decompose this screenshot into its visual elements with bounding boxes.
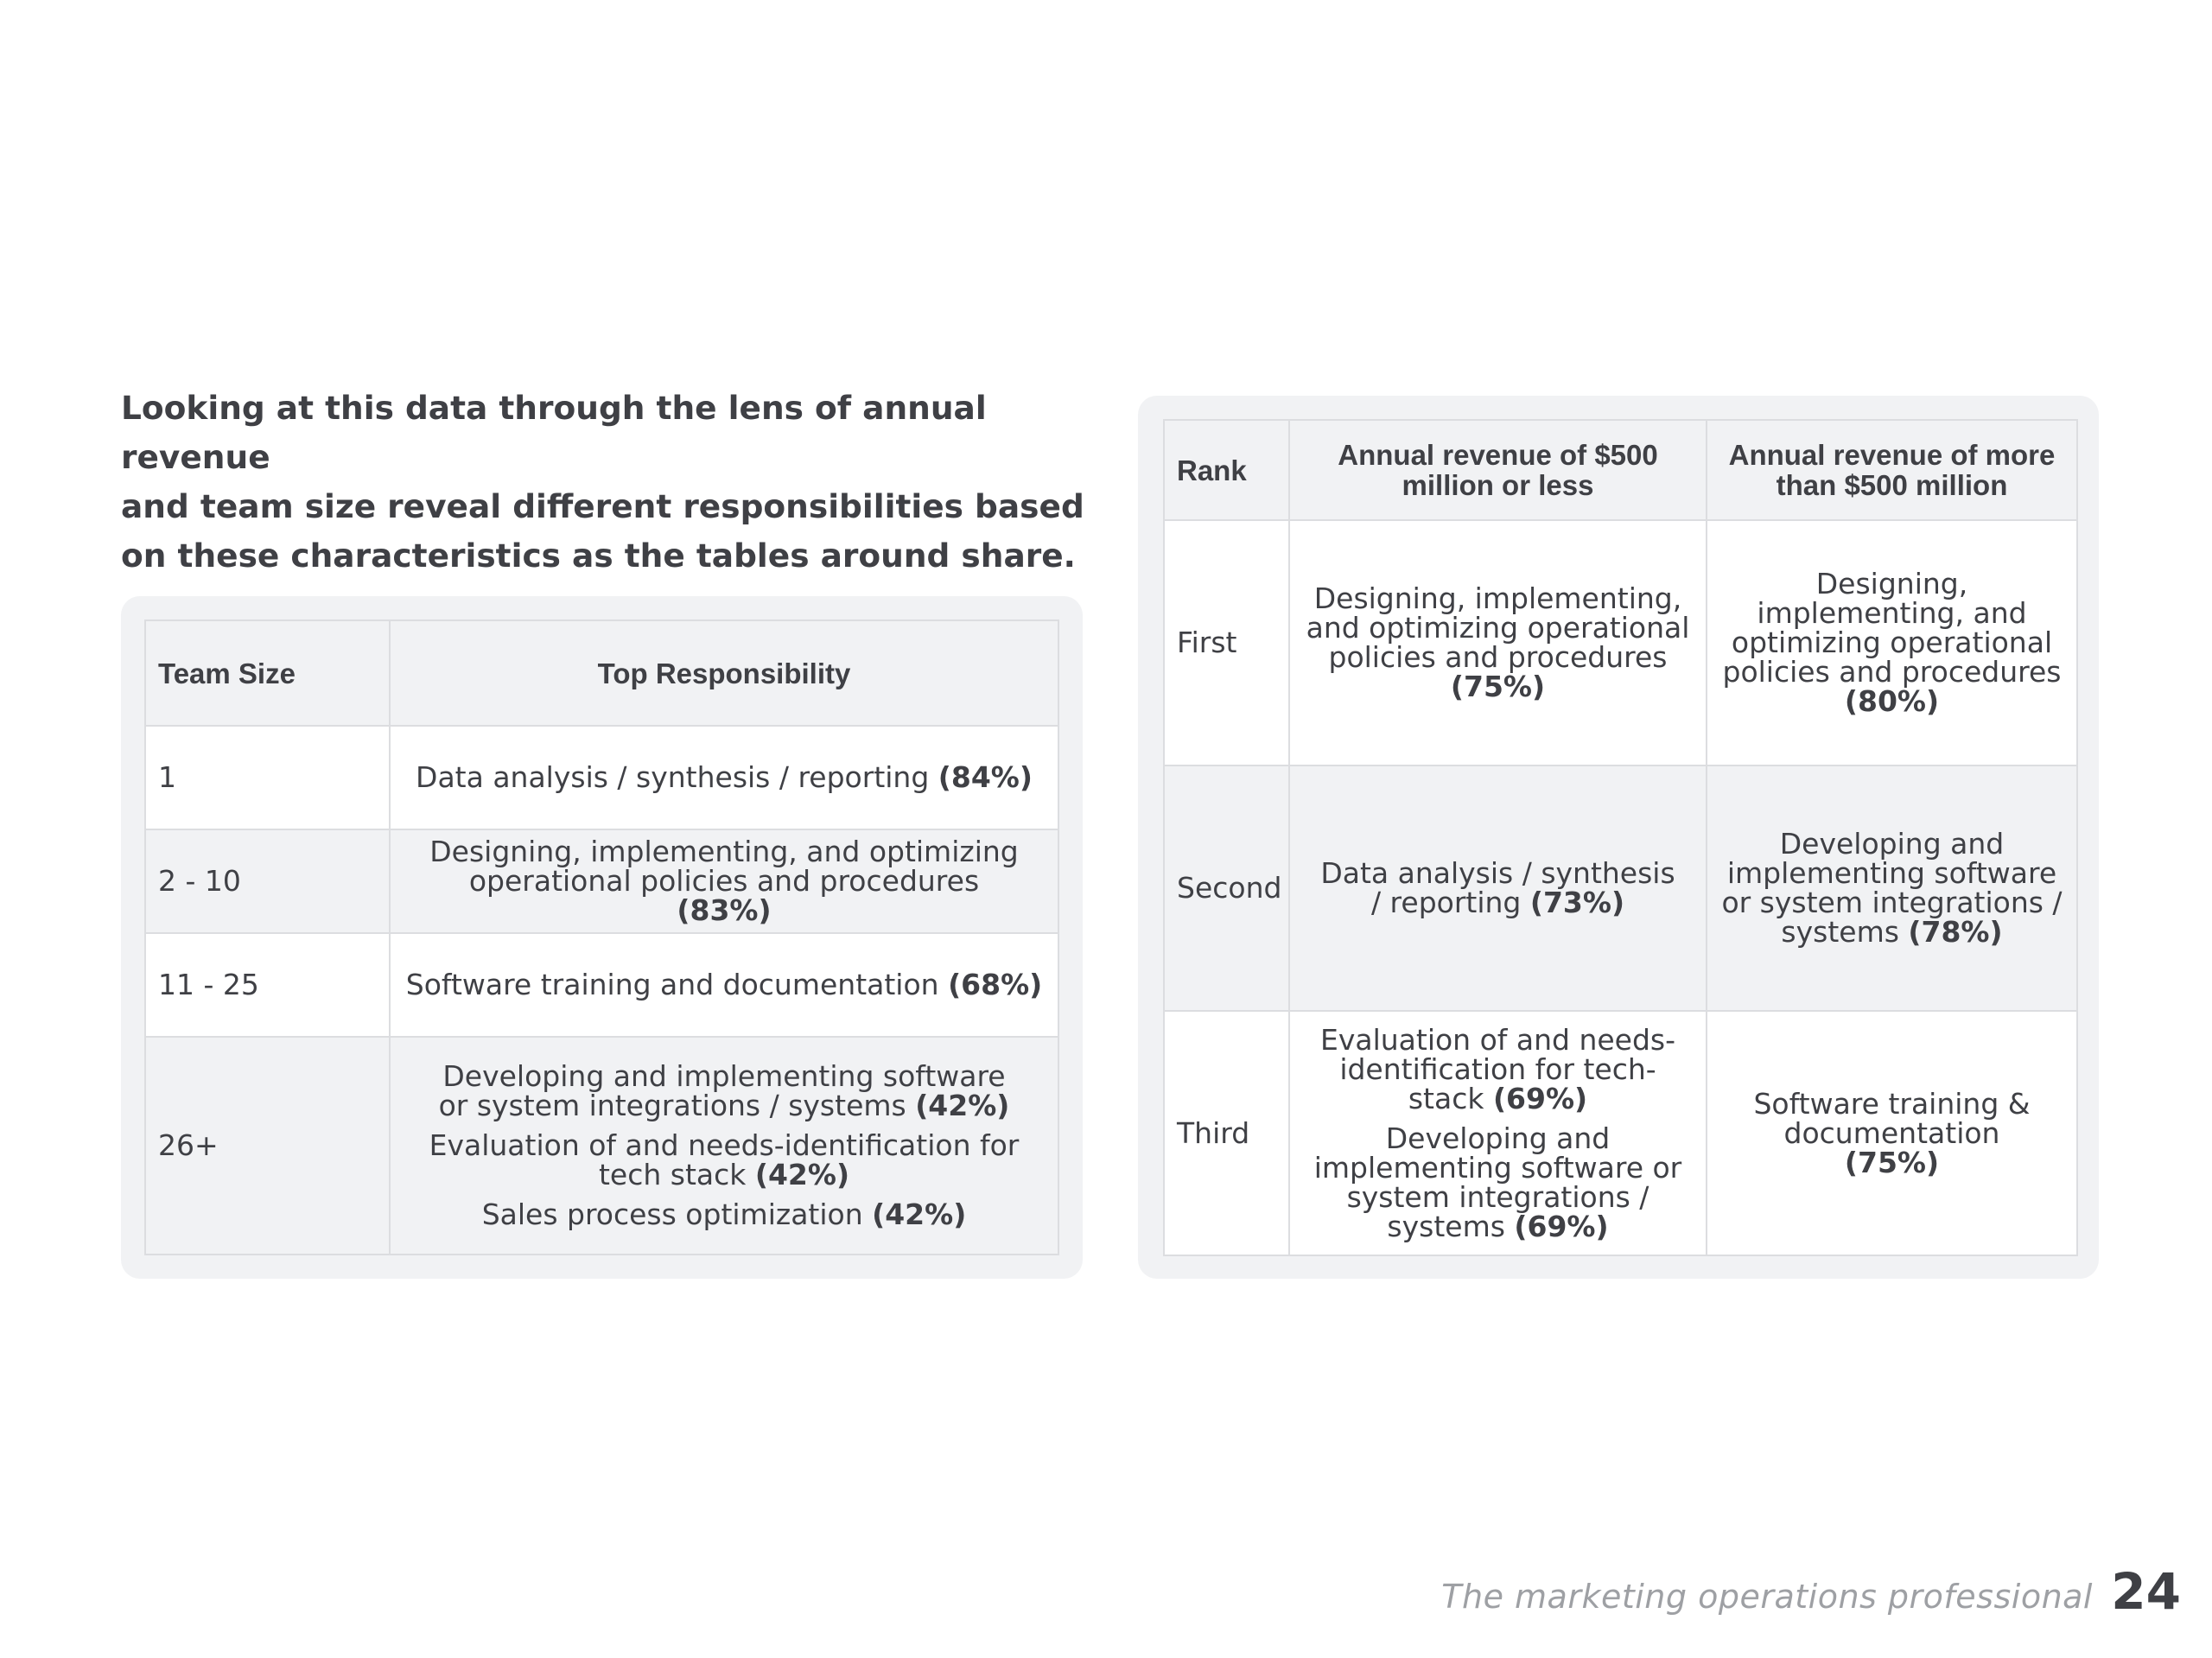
team-size-cell: 11 - 25 [145, 933, 390, 1037]
rank-cell: First [1164, 520, 1289, 765]
responsibility-item: Evaluation of and needs-identification for tech stack (42%) [429, 1128, 1020, 1191]
rank-cell: Third [1164, 1011, 1289, 1255]
percentage: (69%) [1514, 1209, 1609, 1243]
responsibility-item: Evaluation of and needs-identification for tech-stack (69%) [1319, 1022, 1676, 1115]
percentage: (73%) [1529, 886, 1625, 919]
revenue-table [1163, 419, 2078, 1256]
table-row [145, 829, 1058, 933]
responsibility-item: Sales process optimization (42%) [481, 1197, 967, 1231]
responsibility-item: Designing, implementing, and optimizing operational policies and procedures (83%) [429, 835, 1019, 927]
responsibility-item: Data analysis / synthesis / reporting (84%) [416, 760, 1033, 794]
header-top-responsibility: Top Responsibility [390, 620, 1058, 726]
table-row [1164, 765, 2077, 1011]
responsibility-item: Developing and implementing software or system integrations / systems (78%) [1721, 827, 2063, 949]
header-revenue-small: Annual revenue of $500 million or less [1289, 420, 1707, 520]
percentage: (80%) [1844, 684, 1940, 718]
percentage: (69%) [1492, 1081, 1588, 1115]
percentage: (78%) [1908, 915, 2003, 949]
intro-line-1: Looking at this data through the lens of annual revenue [121, 389, 987, 476]
responsibility-cell [390, 829, 1058, 933]
large-revenue-cell [1707, 520, 2077, 765]
responsibility-item: Software training & documentation (75%) [1753, 1086, 2031, 1179]
percentage: (84%) [938, 760, 1033, 794]
table-row [145, 933, 1058, 1037]
percentage: (42%) [872, 1197, 967, 1231]
small-revenue-cell [1289, 520, 1707, 765]
responsibility-item: Designing, implementing, and optimizing operational policies and procedures (80%) [1722, 567, 2062, 718]
publication-title: The marketing operations professional [1441, 1578, 2093, 1616]
team-size-cell: 1 [145, 726, 390, 829]
header-rank: Rank [1164, 420, 1289, 520]
small-revenue-cell [1289, 1011, 1707, 1255]
intro-paragraph [121, 384, 1089, 581]
percentage: (75%) [1450, 670, 1546, 703]
responsibility-item: Developing and implementing software or system integrations / systems (69%) [1313, 1121, 1682, 1243]
responsibility-cell [390, 726, 1058, 829]
header-revenue-large: Annual revenue of more than $500 million [1707, 420, 2077, 520]
revenue-table-card [1138, 396, 2099, 1279]
table-row [145, 1037, 1058, 1255]
percentage: (75%) [1844, 1145, 1940, 1179]
header-team-size: Team Size [145, 620, 390, 726]
table-row [1164, 520, 2077, 765]
team-size-cell: 26+ [145, 1037, 390, 1255]
responsibility-item: Data analysis / synthesis / reporting (73%) [1320, 856, 1675, 919]
small-revenue-cell [1289, 765, 1707, 1011]
table-row [145, 726, 1058, 829]
responsibility-cell [390, 933, 1058, 1037]
responsibility-item: Developing and implementing software or system integrations / systems (42%) [438, 1059, 1010, 1122]
team-size-cell: 2 - 10 [145, 829, 390, 933]
team-size-table-card [121, 596, 1083, 1279]
intro-line-3: on these characteristics as the tables around share. [121, 537, 1076, 575]
percentage: (83%) [677, 893, 772, 927]
responsibility-item: Designing, implementing, and optimizing operational policies and procedures (75%) [1306, 581, 1690, 703]
large-revenue-cell [1707, 1011, 2077, 1255]
percentage: (68%) [948, 968, 1043, 1001]
table-row [1164, 1011, 2077, 1255]
percentage: (42%) [754, 1158, 850, 1191]
page-number: 24 [2111, 1562, 2181, 1621]
team-size-table [144, 619, 1059, 1255]
rank-cell: Second [1164, 765, 1289, 1011]
responsibility-item: Software training and documentation (68%) [405, 968, 1043, 1001]
intro-line-2: and team size reveal different responsibilities based [121, 487, 1084, 525]
large-revenue-cell [1707, 765, 2077, 1011]
percentage: (42%) [915, 1089, 1010, 1122]
responsibility-cell [390, 1037, 1058, 1255]
